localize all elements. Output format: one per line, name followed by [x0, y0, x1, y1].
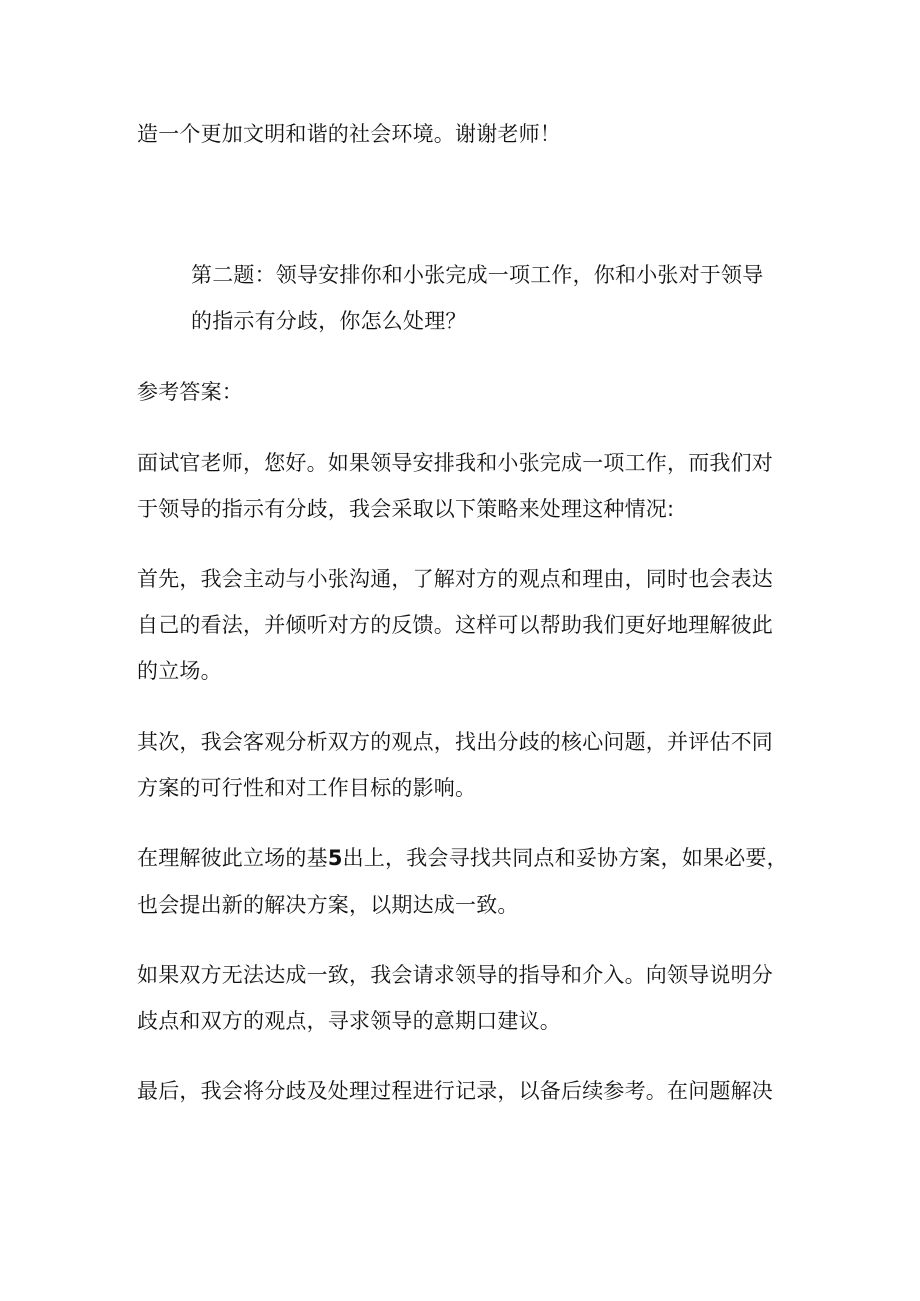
paragraph-2-line-3: 的立场。: [137, 659, 222, 683]
paragraph-4-line-2: 也会提出新的解决方案，以期达成一致。: [137, 893, 519, 917]
paragraph-1-line-1: 面试官老师，您好。如果领导安排我和小张完成一项工作，而我们对: [137, 451, 773, 475]
paragraph-5-line-1: 如果双方无法达成一致，我会请求领导的指导和介入。向领导说明分: [137, 963, 773, 987]
paragraph-4-line-1-prefix: 在理解彼此立场的基: [137, 846, 328, 870]
question-line-1: 第二题：领导安排你和小张完成一项工作，你和小张对于领导: [191, 263, 764, 287]
paragraph-3-line-2: 方案的可行性和对工作目标的影响。: [137, 776, 477, 800]
closing-line: 造一个更加文明和谐的社会环境。谢谢老师！: [137, 122, 561, 146]
paragraph-6-line-1: 最后，我会将分歧及处理过程进行记录，以备后续参考。在问题解决: [137, 1079, 773, 1103]
question-line-2: 的指示有分歧，你怎么处理？: [191, 309, 467, 333]
paragraph-2-line-1: 首先，我会主动与小张沟通，了解对方的观点和理由，同时也会表达: [137, 567, 773, 591]
answer-heading: 参考答案：: [137, 380, 243, 404]
paragraph-2-line-2: 自己的看法，并倾听对方的反馈。这样可以帮助我们更好地理解彼此: [137, 613, 773, 637]
paragraph-3-line-1: 其次，我会客观分析双方的观点，找出分歧的核心问题，并评估不同: [137, 730, 773, 754]
paragraph-5-line-2: 歧点和双方的观点，寻求领导的意期口建议。: [137, 1009, 561, 1033]
paragraph-4-line-1: [137, 843, 788, 873]
paragraph-1-line-2: 于领导的指示有分歧，我会采取以下策略来处理这种情况:: [137, 497, 675, 521]
paragraph-4-line-1-digit: 5: [327, 846, 343, 870]
paragraph-4-line-1-suffix: 出上，我会寻找共同点和妥协方案，如果必要，: [342, 846, 788, 870]
